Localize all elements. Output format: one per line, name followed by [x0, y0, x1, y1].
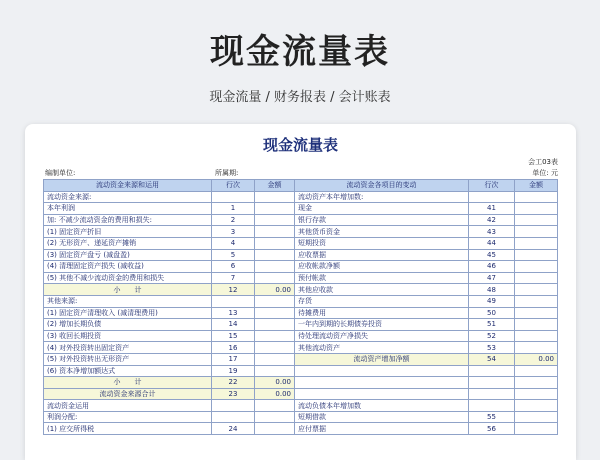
row-amount-right[interactable]: [515, 295, 558, 307]
table-row: [44, 295, 558, 307]
row-amount-right[interactable]: [515, 388, 558, 400]
row-amount-left[interactable]: [255, 411, 295, 423]
row-label-left[interactable]: 流动资金来源:: [44, 191, 212, 203]
table-header-row: [44, 180, 558, 192]
hero-subtitle: 现金流量 / 财务报表 / 会计账表: [209, 90, 391, 105]
row-amount-left[interactable]: [255, 261, 295, 273]
row-amount-right[interactable]: [515, 342, 558, 354]
row-label-left[interactable]: (1) 应交所得税: [44, 423, 212, 435]
row-label-left[interactable]: (3) 固定资产盘亏 (减盘盈): [44, 249, 212, 261]
table-row: [44, 272, 558, 284]
row-number-left[interactable]: 4: [212, 237, 255, 249]
row-amount-right[interactable]: [515, 423, 558, 435]
row-amount-left[interactable]: [255, 249, 295, 261]
row-number-right[interactable]: 48: [469, 284, 515, 296]
table-row: [44, 342, 558, 354]
row-label-right[interactable]: 现金: [295, 203, 469, 215]
table-row: [44, 191, 558, 203]
table-row: [44, 307, 558, 319]
row-number-left[interactable]: [212, 295, 255, 307]
row-label-left[interactable]: 其他来源:: [44, 295, 212, 307]
row-amount-left[interactable]: [255, 191, 295, 203]
row-label-right[interactable]: 应收帐款净额: [295, 261, 469, 273]
row-amount-right[interactable]: [515, 319, 558, 331]
row-label-left[interactable]: 流动资金运用: [44, 400, 212, 412]
row-amount-right[interactable]: [515, 261, 558, 273]
row-amount-left[interactable]: 0.00: [255, 377, 295, 389]
row-number-right[interactable]: [469, 400, 515, 412]
row-label-left[interactable]: (5) 对外投资转出无形资产: [44, 353, 212, 365]
row-number-right[interactable]: 53: [469, 342, 515, 354]
table-row: [44, 388, 558, 400]
row-amount-right[interactable]: [515, 307, 558, 319]
row-amount-right[interactable]: [515, 237, 558, 249]
row-label-left[interactable]: 利润分配:: [44, 411, 212, 423]
row-amount-right[interactable]: [515, 411, 558, 423]
row-number-right[interactable]: 49: [469, 295, 515, 307]
row-label-right[interactable]: 其他应收款: [295, 284, 469, 296]
table-row: [44, 237, 558, 249]
row-label-right[interactable]: 待处理流动资产净损失: [295, 330, 469, 342]
col-header-change: 流动资金各项目的变动: [295, 180, 469, 192]
table-row: [44, 353, 558, 365]
row-number-right[interactable]: 46: [469, 261, 515, 273]
col-header-amount: 金额: [255, 180, 295, 192]
table-row: [44, 284, 558, 296]
row-label-left[interactable]: (2) 无形资产、递延资产摊销: [44, 237, 212, 249]
row-label-right[interactable]: 短期投资: [295, 237, 469, 249]
row-amount-left[interactable]: [255, 319, 295, 331]
row-label-right[interactable]: [295, 365, 469, 377]
row-label-left[interactable]: (1) 固定资产折旧: [44, 226, 212, 238]
row-amount-left[interactable]: [255, 214, 295, 226]
table-row: [44, 214, 558, 226]
row-label-right[interactable]: 流动资产增加净额: [295, 353, 469, 365]
row-label-left[interactable]: 流动资金来源合计: [44, 388, 212, 400]
row-label-left[interactable]: 小 计: [44, 284, 212, 296]
row-label-left[interactable]: 加: 不减少流动资金的费用和损失:: [44, 214, 212, 226]
row-amount-right[interactable]: [515, 249, 558, 261]
row-number-left[interactable]: 6: [212, 261, 255, 273]
cash-flow-table: [43, 179, 558, 435]
row-amount-left[interactable]: 0.00: [255, 284, 295, 296]
row-number-left[interactable]: 24: [212, 423, 255, 435]
row-amount-right[interactable]: [515, 214, 558, 226]
table-row: [44, 377, 558, 389]
col-header-row-no-2: 行次: [469, 180, 515, 192]
table-row: [44, 226, 558, 238]
row-amount-left[interactable]: [255, 295, 295, 307]
row-label-right[interactable]: 短期借款: [295, 411, 469, 423]
table-row: [44, 203, 558, 215]
row-number-right[interactable]: 55: [469, 411, 515, 423]
row-number-left[interactable]: 1: [212, 203, 255, 215]
row-amount-left[interactable]: [255, 203, 295, 215]
row-number-left[interactable]: 14: [212, 319, 255, 331]
table-row: [44, 400, 558, 412]
row-amount-left[interactable]: [255, 342, 295, 354]
row-amount-right[interactable]: [515, 330, 558, 342]
row-number-left[interactable]: 23: [212, 388, 255, 400]
row-number-right[interactable]: 47: [469, 272, 515, 284]
row-label-right[interactable]: 流动负债本年增加数: [295, 400, 469, 412]
hero-title: 现金流量表: [210, 32, 390, 72]
row-number-left[interactable]: 19: [212, 365, 255, 377]
row-number-right[interactable]: [469, 377, 515, 389]
table-row: [44, 365, 558, 377]
row-label-right[interactable]: 待摊费用: [295, 307, 469, 319]
row-number-right[interactable]: [469, 191, 515, 203]
table-row: [44, 261, 558, 273]
row-amount-left[interactable]: [255, 272, 295, 284]
row-number-left[interactable]: [212, 400, 255, 412]
table-row: [44, 249, 558, 261]
row-amount-right[interactable]: [515, 365, 558, 377]
row-label-right[interactable]: 银行存款: [295, 214, 469, 226]
row-number-left[interactable]: 12: [212, 284, 255, 296]
row-number-right[interactable]: [469, 388, 515, 400]
row-number-right[interactable]: [469, 365, 515, 377]
form-code: 会工03表: [528, 158, 558, 166]
row-amount-right[interactable]: 0.00: [515, 353, 558, 365]
row-amount-left[interactable]: [255, 237, 295, 249]
row-number-left[interactable]: 16: [212, 342, 255, 354]
row-label-right[interactable]: 一年内到期的长期债券投资: [295, 319, 469, 331]
row-amount-left[interactable]: 0.00: [255, 388, 295, 400]
row-number-left[interactable]: 13: [212, 307, 255, 319]
table-row: [44, 423, 558, 435]
row-label-left[interactable]: (4) 对外投资转出固定资产: [44, 342, 212, 354]
currency-label: 单位: 元: [532, 169, 558, 177]
row-number-right[interactable]: 52: [469, 330, 515, 342]
row-label-right[interactable]: 其他货币资金: [295, 226, 469, 238]
row-label-left[interactable]: (1) 固定资产清理收入 (减清理费用): [44, 307, 212, 319]
row-number-right[interactable]: 44: [469, 237, 515, 249]
col-header-amount-2: 金额: [515, 180, 558, 192]
row-label-left[interactable]: (2) 增加长期负债: [44, 319, 212, 331]
row-amount-left[interactable]: [255, 330, 295, 342]
table-row: [44, 319, 558, 331]
row-label-left[interactable]: (5) 其他不减少流动资金的费用和损失: [44, 272, 212, 284]
row-label-right[interactable]: 预付帐款: [295, 272, 469, 284]
period-label: 所属期:: [215, 169, 239, 177]
row-number-right[interactable]: 51: [469, 319, 515, 331]
row-label-right[interactable]: [295, 388, 469, 400]
row-amount-right[interactable]: [515, 284, 558, 296]
row-amount-right[interactable]: [515, 272, 558, 284]
row-amount-left[interactable]: [255, 307, 295, 319]
row-number-left[interactable]: 15: [212, 330, 255, 342]
col-header-source: 流动资金来源和运用: [44, 180, 212, 192]
row-label-right[interactable]: 存货: [295, 295, 469, 307]
row-label-left[interactable]: 本年利润: [44, 203, 212, 215]
row-number-left[interactable]: 17: [212, 353, 255, 365]
col-header-row-no: 行次: [212, 180, 255, 192]
row-label-right[interactable]: 应收票据: [295, 249, 469, 261]
row-label-left[interactable]: (4) 清理固定资产损失 (减收益): [44, 261, 212, 273]
table-row: [44, 330, 558, 342]
row-number-right[interactable]: 43: [469, 226, 515, 238]
row-amount-left[interactable]: [255, 365, 295, 377]
unit-label: 编制单位:: [45, 169, 76, 177]
row-number-right[interactable]: 50: [469, 307, 515, 319]
row-label-left[interactable]: (3) 收回长期投资: [44, 330, 212, 342]
row-amount-left[interactable]: [255, 400, 295, 412]
sheet-title: 现金流量表: [262, 136, 338, 154]
row-label-right[interactable]: 其他流动资产: [295, 342, 469, 354]
row-number-right[interactable]: 41: [469, 203, 515, 215]
sheet-card: [25, 124, 576, 460]
row-number-left[interactable]: 2: [212, 214, 255, 226]
row-amount-left[interactable]: [255, 423, 295, 435]
row-number-right[interactable]: 56: [469, 423, 515, 435]
row-number-left[interactable]: 3: [212, 226, 255, 238]
row-number-left[interactable]: [212, 411, 255, 423]
row-label-right[interactable]: [295, 377, 469, 389]
row-number-left[interactable]: 5: [212, 249, 255, 261]
table-row: [44, 411, 558, 423]
row-amount-right[interactable]: [515, 226, 558, 238]
row-number-right[interactable]: 42: [469, 214, 515, 226]
row-label-left[interactable]: 小 计: [44, 377, 212, 389]
row-label-right[interactable]: 应付票据: [295, 423, 469, 435]
row-number-left[interactable]: 7: [212, 272, 255, 284]
row-number-left[interactable]: 22: [212, 377, 255, 389]
row-amount-right[interactable]: [515, 203, 558, 215]
row-label-left[interactable]: (6) 资本净增加额达式: [44, 365, 212, 377]
row-amount-right[interactable]: [515, 191, 558, 203]
row-amount-right[interactable]: [515, 377, 558, 389]
row-amount-right[interactable]: [515, 400, 558, 412]
row-label-right[interactable]: 流动资产本年增加数:: [295, 191, 469, 203]
row-number-left[interactable]: [212, 191, 255, 203]
row-amount-left[interactable]: [255, 353, 295, 365]
row-number-right[interactable]: 54: [469, 353, 515, 365]
row-amount-left[interactable]: [255, 226, 295, 238]
row-number-right[interactable]: 45: [469, 249, 515, 261]
